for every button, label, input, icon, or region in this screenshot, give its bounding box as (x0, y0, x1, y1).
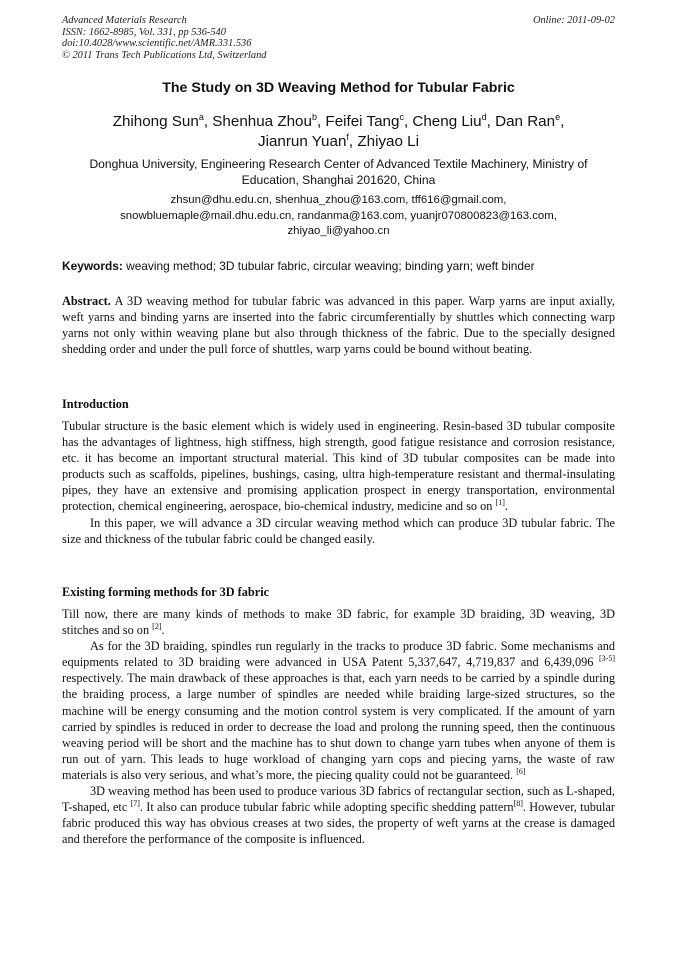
author: Cheng Liu$^d$, (412, 112, 496, 130)
paper-title: The Study on 3D Weaving Method for Tubular Fabric (162, 80, 515, 96)
citation: [6] (516, 766, 526, 776)
abstract (62, 293, 615, 357)
doi-line: doi:10.4028/www.scientific.net/AMR.331.536 (62, 38, 252, 50)
introduction-body (62, 418, 615, 547)
email-line: zhiyao_li@yahoo.cn (287, 225, 390, 238)
existing-methods-body (62, 606, 615, 847)
paragraph: Tubular structure is the basic element which is widely used in engineering. Resin-based 3D tubular composite has the advantages of lightness, high stiffness, high strength, good fatigue resistance and corrosion resistance, etc. it has become an important structural material. This kind of 3D tubular composites can be made into products such as scaffolds, pipelines, bushings, casing, ultra high-temperature resistant and thermal-insulating pipes, they have an extensive and promising application prospect in energy transportation, environmental protection, chemical engineering, aerospace, bio-chemical industry, medicine and so on [1]. (62, 419, 615, 514)
paragraph: In this paper, we will advance a 3D circular weaving method which can produce 3D tubular fabric. The size and thickness of the tubular fabric could be changed easily. (62, 515, 615, 546)
citation: [1] (495, 498, 505, 508)
author-emails (62, 193, 615, 240)
author: Shenhua Zhou$^b$, (212, 112, 326, 130)
paragraph: As for the 3D braiding, spindles run regularly in the tracks to produce 3D fabric. Some mechanisms and equipments related to 3D braiding were advanced in USA Patent 5,337,647, 4,719,837 and 6,439,096 [3-5] respectively. The main drawback of these approaches is that, each yarn needs to be carried by a spindle during the braiding process, a large number of spindles are needed while braiding large-sized structures, so the machine will be energy consuming and the motion control system is very complicated. If the amount of yarn carried by spindles is reduced in order to decrease the load and prolong the running speed, then the continuous weaving period will be short and the machine has to shut down to change yarn tubes when anyone of them is run out of yarn. This leads to huge workload of changing yarn cops and piecing yarns, the waste of raw materials is also very serious, and what’s more, the piecing quality could not be guaranteed. [6] (62, 639, 615, 782)
abstract-text: A 3D weaving method for tubular fabric was advanced in this paper. Warp yarns are input axially, weft yarns and binding yarns are inserted into the fabric circumferentially by shuttles which connecting warp yarns not only within weaving plane but also through thickness of the fabric. Due to the specially designed shedding order and under the pull force of shuttles, warp yarns could be bound without beating. (62, 294, 615, 357)
keywords (62, 259, 615, 274)
author: Zhiyao Li (357, 133, 419, 150)
keywords-label: Keywords: (62, 259, 123, 273)
journal-name: Advanced Materials Research (62, 15, 187, 26)
author: Jianrun Yuan$^f$, (258, 132, 358, 150)
author-list (62, 112, 615, 152)
paragraph: 3D weaving method has been used to produce various 3D fabrics of rectangular section, such as L-shaped, T-shaped, etc [7]. It also can produce tubular fabric while adopting specific shedding pattern[8]. However, tubular fabric produced this way has obvious creases at two sides, the property of weft yarns at the crease is damaged and therefore the performance of the composite is influenced. (62, 784, 615, 847)
section-heading-existing-methods: Existing forming methods for 3D fabric (62, 585, 270, 599)
journal-header (62, 15, 615, 61)
citation: [8] (513, 799, 523, 809)
email-line: snowbluemaple@mail.dhu.edu.cn, randanma@163.com, yuanjr070800823@163.com, (120, 209, 557, 222)
paragraph: Till now, there are many kinds of methods to make 3D fabric, for example 3D braiding, 3D weaving, 3D stitches and so on [2]. (62, 607, 615, 638)
author: Feifei Tang$^c$, (325, 112, 413, 130)
issn-line: ISSN: 1662-8985, Vol. 331, pp 536-540 (62, 26, 226, 38)
citation: [7] (130, 799, 140, 809)
keywords-text: weaving method; 3D tubular fabric, circular weaving; binding yarn; weft binder (122, 259, 535, 273)
section-heading-introduction: Introduction (62, 397, 129, 411)
citation: [2] (152, 622, 162, 632)
citation: [3-5] (599, 654, 615, 664)
affiliation: Donghua University, Engineering Research Center of Advanced Textile Machinery, Ministry of Education, Shanghai 201620, China (89, 157, 588, 187)
abstract-label: Abstract. (62, 294, 111, 308)
email-line: zhsun@dhu.edu.cn, shenhua_zhou@163.com, tff616@gmail.com, (170, 194, 507, 206)
author: Dan Ran$^e$, (495, 112, 565, 130)
copyright-line: © 2011 Trans Tech Publications Ltd, Switzerland (62, 49, 267, 61)
author: Zhihong Sun$^a$, (112, 112, 213, 130)
online-date: Online: 2011-09-02 (532, 15, 615, 26)
